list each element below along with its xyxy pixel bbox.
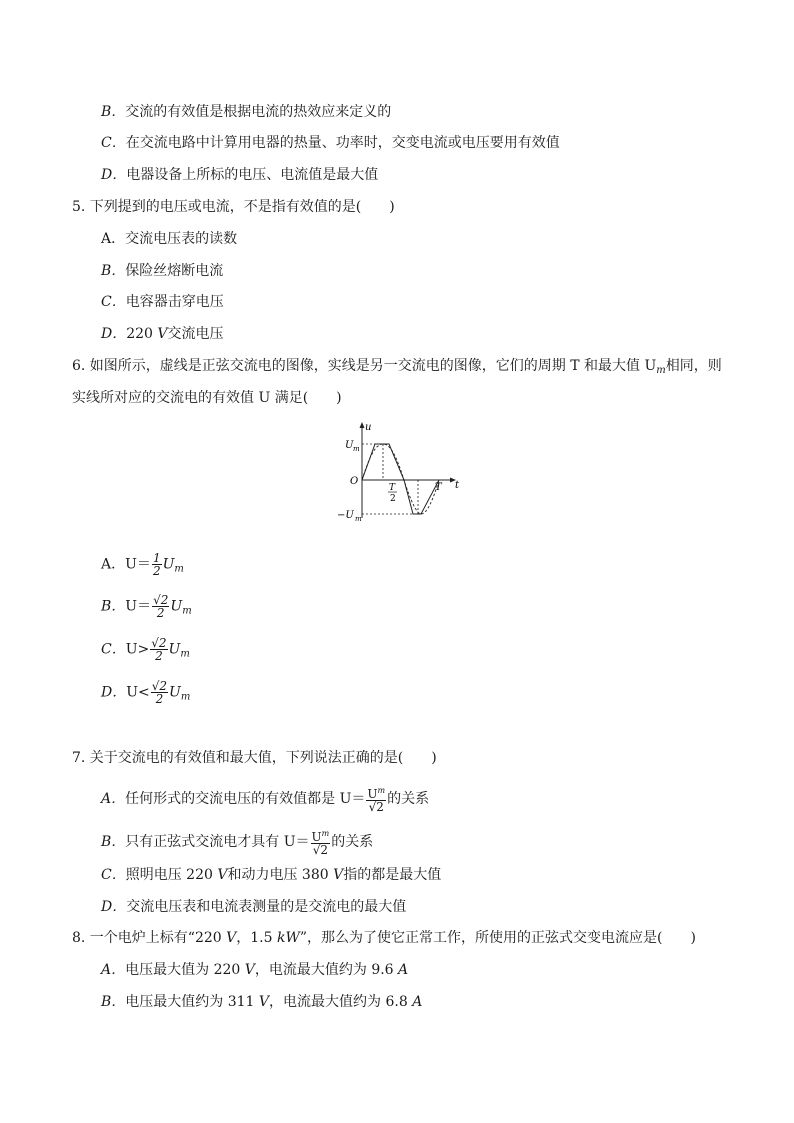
fraction-num: √2 — [153, 593, 169, 607]
q8-option-b — [101, 993, 422, 1011]
lhs: U＝ — [125, 556, 151, 573]
axis-u-label: u — [365, 422, 372, 433]
option-label: A． — [101, 556, 126, 573]
option-label: B． — [101, 104, 126, 120]
fraction-den: 2 — [152, 564, 161, 578]
option-label: A． — [101, 791, 126, 807]
unit-volt: V — [244, 962, 255, 978]
option-label: C． — [101, 294, 126, 310]
option-label: B． — [101, 994, 126, 1010]
q5-option-d — [101, 325, 224, 343]
option-text-post: 的关系 — [331, 834, 374, 850]
option-label: D． — [101, 326, 127, 342]
option-text: 指的都是最大值 — [343, 867, 442, 883]
solid-wave — [362, 444, 439, 514]
q8-option-a — [101, 961, 408, 979]
stem-text: 6. 如图所示，虚线是正弦交流电的图像，实线是另一交流电的图像，它们的周期 T 和最大值 U — [72, 358, 657, 374]
neg-um-label: −U — [337, 510, 354, 521]
q5-stem: 5. 下列提到的电压或电流，不是指有效值的是( ) — [72, 199, 395, 215]
option-label: C． — [101, 135, 126, 151]
stem-text: 8. 一个电炉上标有“220 — [72, 930, 227, 946]
option-text: 只有正弦式交流电才具有 U＝ — [125, 834, 310, 850]
fraction — [311, 828, 331, 856]
option-text: 照明电压 220 — [125, 867, 218, 883]
fraction-den: 2 — [156, 606, 165, 620]
fraction-den: 2 — [155, 692, 164, 706]
stem-text: ”，那么为了使它正常工作，所使用的正弦式交变电流应是( ) — [299, 930, 696, 946]
q7-stem: 7. 关于交流电的有效值和最大值，下列说法正确的是( ) — [72, 750, 437, 766]
option-text: 电器设备上所标的电压、电流值是最大值 — [126, 167, 379, 183]
option-text: 交流电压表和电流表测量的是交流电的最大值 — [126, 899, 407, 915]
unit-volt: V — [258, 994, 270, 1010]
unit-ampere: A — [412, 994, 423, 1010]
period-label: T — [435, 482, 442, 493]
fraction-num — [366, 785, 386, 801]
q6-option-d — [101, 680, 190, 707]
lhs: U＝ — [125, 598, 152, 615]
option-text: 电压最大值约为 311 — [125, 994, 259, 1010]
option-label: B． — [101, 598, 126, 615]
um-sub-label: m — [353, 445, 360, 453]
option-label: D． — [101, 167, 127, 183]
sine-dashed-curve — [362, 444, 439, 514]
q5-option-b — [101, 262, 223, 280]
num-sup: m — [377, 786, 386, 795]
num-base: U — [367, 787, 378, 801]
unit-volt: V — [226, 930, 237, 946]
stem-text: ，1.5 — [236, 930, 277, 946]
waveform-figure — [335, 420, 465, 522]
unit-ampere: A — [398, 962, 409, 978]
q6-stem-line2: 实线所对应的交流电的有效值 U 满足( ) — [72, 390, 342, 406]
q5-option-a — [101, 230, 237, 248]
option-label: A． — [101, 962, 126, 978]
neg-um-sub-label: m — [355, 515, 362, 522]
axis-t-label: t — [455, 480, 460, 491]
rhs: U — [169, 684, 181, 701]
option-text: 交流的有效值是根据电流的热效应来定义的 — [125, 104, 392, 120]
option-text-post: 的关系 — [387, 791, 430, 807]
unit-volt: V — [157, 326, 168, 342]
um-label: U — [345, 440, 354, 451]
option-label: D． — [101, 684, 127, 701]
u-axis-arrow — [360, 422, 365, 428]
option-label: A． — [101, 231, 126, 247]
rhs-sub: m — [182, 605, 192, 617]
q4-option-b — [101, 103, 391, 121]
subscript: m — [656, 365, 666, 376]
q4-option-c — [101, 134, 560, 152]
q4-option-d — [101, 166, 378, 184]
q6-stem-line1 — [72, 357, 722, 380]
fraction — [152, 552, 162, 577]
rhs: U — [162, 556, 175, 573]
option-number: 220 — [126, 326, 158, 342]
option-text: 任何形式的交流电压的有效值都是 U＝ — [125, 791, 366, 807]
unit-volt: V — [217, 867, 228, 883]
option-text: 电容器击穿电压 — [125, 294, 224, 310]
num-sup: m — [321, 829, 330, 838]
option-text: 和动力电压 380 — [227, 867, 334, 883]
option-text: 电压最大值为 220 — [125, 962, 245, 978]
fraction-den: √2 — [312, 843, 329, 857]
rhs-sub: m — [180, 691, 191, 703]
origin-label: O — [350, 476, 359, 487]
fraction-num: 1 — [152, 551, 161, 565]
stem-text: 相同，则 — [665, 358, 722, 374]
option-label: B． — [101, 263, 126, 279]
fraction — [152, 594, 169, 619]
option-label: C． — [101, 641, 126, 658]
option-label: C． — [101, 867, 126, 883]
fraction — [150, 637, 167, 662]
rhs: U — [168, 641, 181, 658]
option-label: D． — [101, 899, 127, 915]
q6-option-c — [101, 637, 190, 664]
num-base: U — [311, 830, 322, 844]
fraction — [151, 680, 168, 705]
fraction-den: 2 — [155, 649, 163, 663]
option-label: B． — [101, 834, 126, 850]
fraction-num — [311, 828, 331, 844]
half-period-num: T — [389, 483, 396, 493]
option-text: ，电流最大值约为 6.8 — [269, 994, 413, 1010]
option-text: ，电流最大值约为 9.6 — [254, 962, 399, 978]
q5-option-c — [101, 293, 224, 311]
rhs-sub: m — [174, 563, 184, 575]
fraction-num: √2 — [151, 636, 167, 650]
fraction-num: √2 — [151, 679, 168, 693]
option-text: 在交流电路中计算用电器的热量、功率时，交变电流或电压要用有效值 — [125, 135, 560, 151]
q7-option-b — [101, 828, 373, 856]
q8-stem — [72, 929, 696, 947]
option-text: 交流电压 — [167, 326, 224, 342]
unit-kilowatt: kW — [276, 930, 300, 946]
q7-option-d — [101, 898, 406, 916]
q7-option-a — [101, 785, 429, 813]
fraction — [366, 785, 386, 813]
half-period-den: 2 — [390, 494, 396, 504]
option-text: 交流电压表的读数 — [125, 231, 238, 247]
q6-option-b — [101, 594, 192, 621]
lhs: U> — [125, 641, 150, 658]
rhs-sub: m — [180, 648, 190, 660]
option-text: 保险丝熔断电流 — [125, 263, 224, 279]
q7-option-c — [101, 866, 441, 884]
rhs: U — [170, 598, 183, 615]
lhs: U< — [126, 684, 150, 701]
unit-volt: V — [333, 867, 344, 883]
q6-option-a — [101, 552, 184, 579]
fraction-den: √2 — [368, 800, 384, 814]
